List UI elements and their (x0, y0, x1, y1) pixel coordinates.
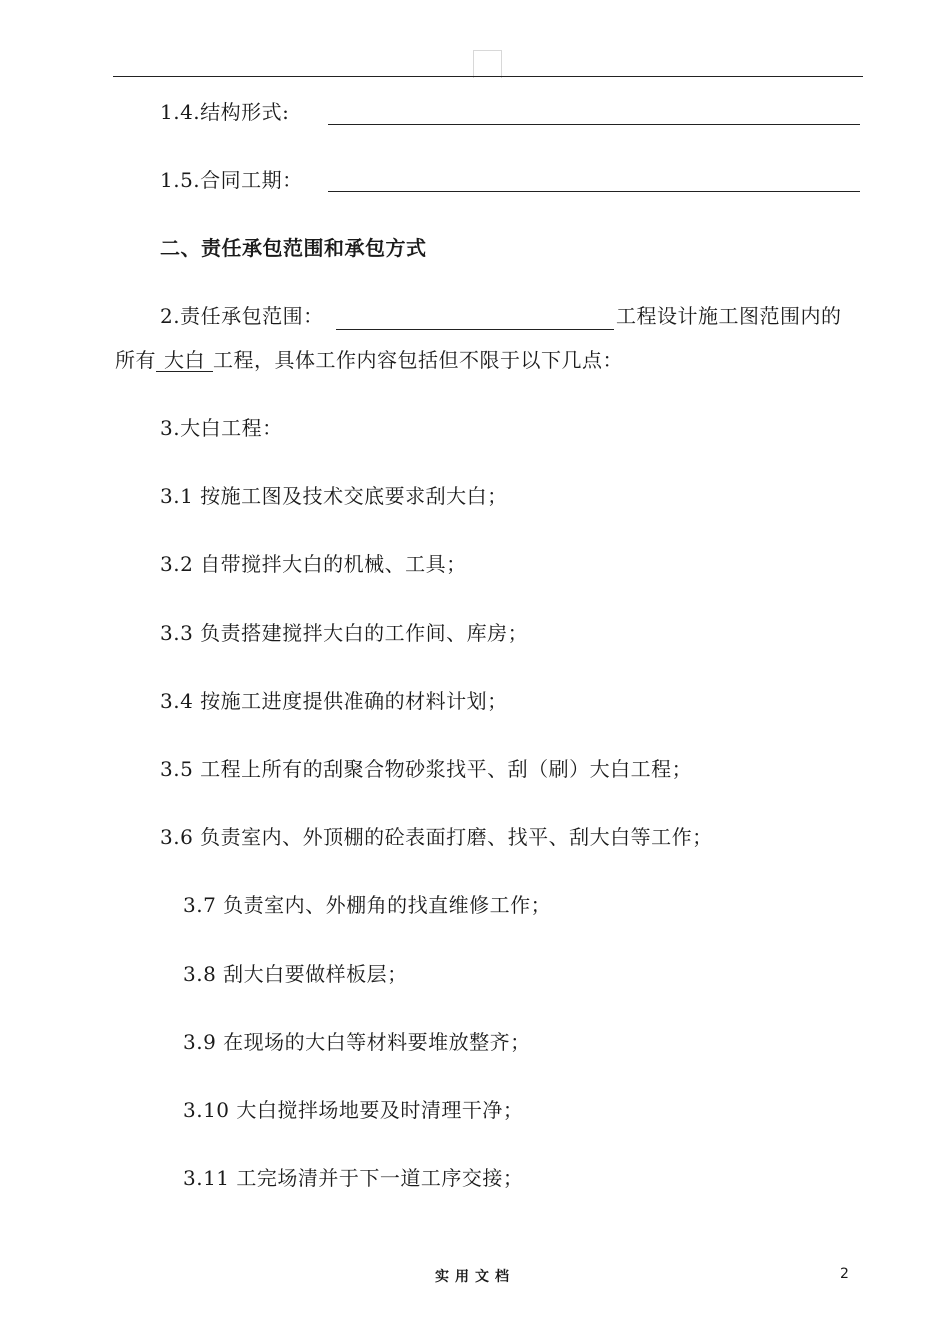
clause-3-11: 3.11 工完场清并于下一道工序交接； (183, 1166, 524, 1190)
section-2-heading: 二、责任承包范围和承包方式 (160, 236, 427, 260)
clause-2b-prefix: 所有 (115, 348, 156, 372)
clause-3-7: 3.7 负责室内、外棚角的找直维修工作； (183, 893, 552, 917)
clause-2-blank (336, 329, 614, 330)
clause-3-4: 3.4 按施工进度提供准确的材料计划； (160, 689, 508, 713)
clause-3-9: 3.9 在现场的大白等材料要堆放整齐； (183, 1030, 531, 1054)
clause-3-2: 3.2 自带搅拌大白的机械、工具； (160, 552, 467, 576)
clause-3-10: 3.10 大白搅拌场地要及时清理干净； (183, 1098, 524, 1122)
clause-3-title: 3.大白工程： (160, 416, 283, 440)
clause-1-5-blank (328, 191, 860, 192)
clause-2-continued (115, 348, 623, 372)
clause-2b-filled-value: 大白 (156, 349, 213, 372)
clause-1-4-blank (328, 124, 860, 125)
clause-1-5-label: 1.5.合同工期： (160, 168, 303, 192)
clause-3-1: 3.1 按施工图及技术交底要求刮大白； (160, 484, 508, 508)
page-number: 2 (840, 1266, 849, 1282)
clause-2b-suffix: 工程，具体工作内容包括但不限于以下几点： (213, 348, 623, 372)
clause-2-suffix: 工程设计施工图范围内的 (616, 304, 842, 328)
clause-2-prefix: 2.责任承包范围： (160, 304, 324, 328)
footer-label: 实用文档 (435, 1269, 515, 1285)
clause-3-5: 3.5 工程上所有的刮聚合物砂浆找平、刮（刷）大白工程； (160, 757, 693, 781)
clause-3-8: 3.8 刮大白要做样板层； (183, 962, 408, 986)
header-rule (113, 76, 863, 77)
clause-3-3: 3.3 负责搭建搅拌大白的工作间、库房； (160, 621, 529, 645)
clause-3-6: 3.6 负责室内、外顶棚的砼表面打磨、找平、刮大白等工作； (160, 825, 713, 849)
clause-1-4-label: 1.4.结构形式: (160, 100, 290, 124)
header-tab (473, 50, 502, 78)
